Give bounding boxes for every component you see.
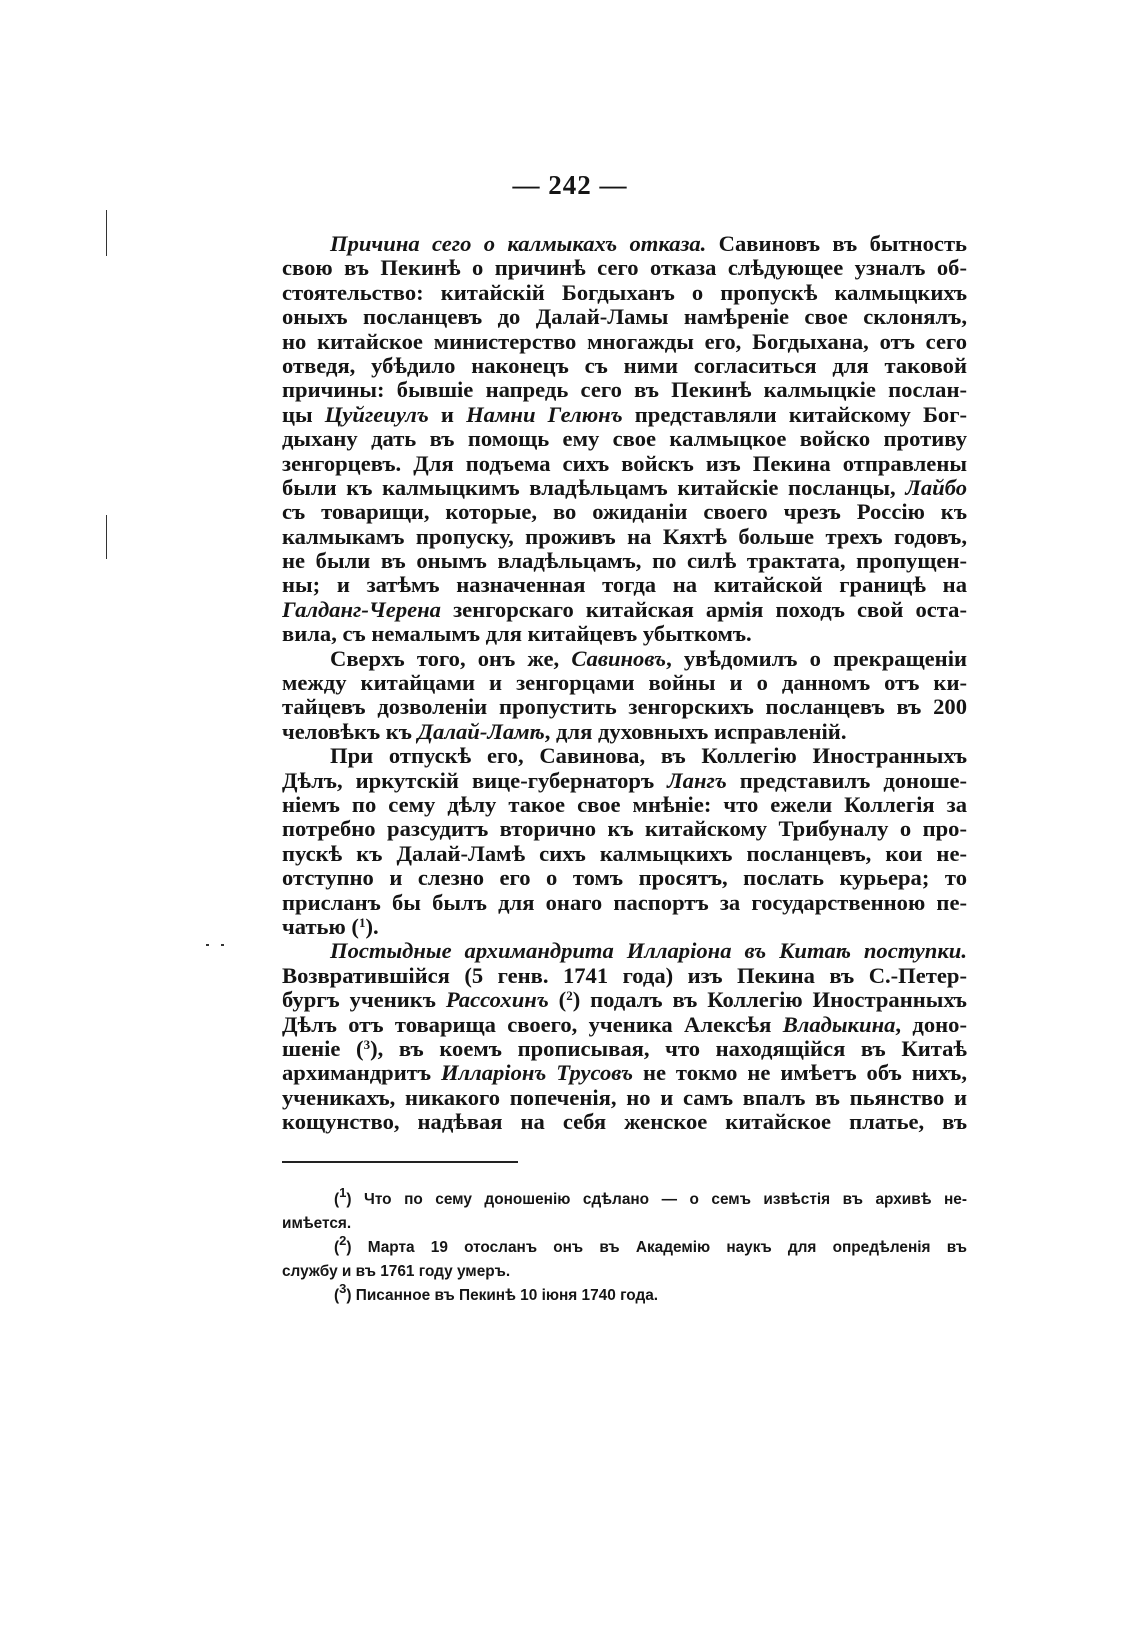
text-line — [282, 622, 967, 646]
text-line — [282, 1037, 967, 1061]
footnote-line — [282, 1284, 967, 1308]
text-run: бургъ ученикъ — [282, 988, 446, 1013]
footnote-text: службу и въ 1761 году умеръ. — [282, 1263, 511, 1280]
footnote-divider — [282, 1161, 518, 1163]
text-run: отступно и слезно его о томъ просятъ, послать курьера; то — [282, 866, 967, 891]
text-run: были къ калмыцкимъ владѣльцамъ китайскіе посланцы, — [282, 475, 906, 500]
text-run: , доно- — [895, 1012, 967, 1037]
text-run: ны; и затѣмъ назначенная тогда на китайской границѣ на — [282, 573, 967, 598]
footnote-paren: ) — [346, 1191, 365, 1208]
text-line — [282, 793, 967, 817]
text-line — [282, 744, 967, 768]
text-line — [282, 1110, 967, 1134]
text-run: зенгорскаго китайская армія походъ свой оста- — [440, 597, 967, 622]
text-run: дыхану дать въ помощь ему свое калмыцкое войско противу — [282, 427, 967, 452]
text-run: тайцевъ дозволеніи пропустить зенгорскихъ посланцевъ въ 200 — [282, 695, 967, 720]
text-run: потребно разсудитъ вторично къ китайскому Трибуналу о про- — [282, 817, 967, 842]
text-run: Возвратившійся (5 генв. 1741 года) изъ Пекина въ С.-Петер- — [282, 963, 967, 988]
text-line — [282, 769, 967, 793]
text-run: зенгорцевъ. Для подъема сихъ войскъ изъ Пекина отправлены — [282, 451, 967, 476]
text-run: стоятельство: китайскій Богдыханъ о пропускѣ калмыцкихъ — [282, 280, 967, 305]
text-line — [282, 720, 967, 744]
text-line — [282, 988, 967, 1012]
footnotes — [282, 1188, 967, 1308]
text-line — [282, 1061, 967, 1085]
text-run: Дѣлъ отъ товарища своего, ученика Алексѣя — [282, 1012, 783, 1037]
footnote-mark: 2 — [339, 1236, 347, 1248]
text-run: Савиновъ въ бытность — [706, 232, 967, 256]
page-number: — 242 — — [512, 170, 628, 200]
text-run: ( — [548, 988, 567, 1013]
italic-name: Владыкина — [782, 1012, 896, 1037]
text-line — [282, 232, 967, 256]
text-run: ). — [365, 914, 379, 939]
footnote-text: Писанное въ Пекинѣ 10 іюня 1740 года. — [355, 1287, 659, 1304]
text-line — [282, 378, 967, 402]
text-run: Сверхъ того, онъ же, — [330, 646, 572, 671]
text-run: пускѣ къ Далай-Ламѣ сихъ калмыцкихъ посланцевъ, кои не- — [282, 841, 967, 866]
text-run: цы — [282, 402, 325, 427]
scan-mark — [221, 944, 224, 946]
text-run: причины: бывшіе напредь сего въ Пекинѣ калмыцкіе послан- — [282, 378, 967, 403]
text-run: кощунство, надѣвая на себя женское китайское платье, въ — [282, 1110, 967, 1135]
text-run: присланъ бы былъ для онаго паспортъ за государственною пе- — [282, 890, 967, 915]
text-line — [282, 647, 967, 671]
italic-name: Лайбо — [905, 475, 967, 500]
footnote-mark: 3 — [339, 1284, 347, 1296]
footnote-text: Что по сему доношенію сдѣлано — о семъ извѣстія въ архивѣ не- — [364, 1191, 967, 1208]
footnote-ref: 1 — [358, 914, 366, 930]
text-run: архимандритъ — [282, 1061, 441, 1086]
text-line — [282, 476, 967, 500]
scan-mark — [106, 210, 107, 256]
text-run: , для духовныхъ исправленій. — [544, 719, 847, 744]
italic-name: Илларіонъ Трусовъ — [440, 1061, 633, 1086]
text-run: представляли китайскому Бог- — [622, 402, 967, 427]
text-line — [282, 500, 967, 524]
text-line — [282, 281, 967, 305]
scan-mark — [206, 944, 209, 946]
footnote-paren: ) — [346, 1239, 368, 1256]
text-line — [282, 671, 967, 695]
text-line — [282, 866, 967, 890]
text-line — [282, 403, 967, 427]
text-run: но китайское министерство многажды его, Богдыхана, отъ сего — [282, 329, 967, 354]
text-line — [282, 939, 967, 963]
text-run: чатью ( — [282, 914, 359, 939]
footnote-line — [282, 1260, 967, 1284]
italic-name: Лангъ — [667, 768, 727, 793]
text-line — [282, 695, 967, 719]
paragraph-2 — [282, 647, 967, 745]
text-line — [282, 452, 967, 476]
text-run: представилъ доноше- — [726, 768, 967, 793]
italic-name: Далай-Ламѣ — [417, 719, 545, 744]
text-run: не токмо не имѣетъ объ нихъ, — [633, 1061, 967, 1086]
footnote-line — [282, 1188, 967, 1212]
paragraph-heading: Причина сего о калмыкахъ отказа. — [330, 232, 707, 256]
text-run: шеніе ( — [282, 1036, 364, 1061]
italic-name: Намни Гелюнъ — [466, 402, 623, 427]
paragraph-1 — [282, 232, 967, 647]
text-line — [282, 549, 967, 573]
text-run: При отпускѣ его, Савинова, въ Коллегію Иностранныхъ — [330, 744, 967, 769]
italic-name: Постыдные архимандрита Илларіона въ Китаѣ поступки. — [330, 939, 967, 964]
text-run: Дѣлъ, иркутскій вице-губернаторъ — [282, 768, 668, 793]
text-run: ученикахъ, никакого попеченія, но и самъ впалъ въ пьянство и — [282, 1085, 967, 1110]
footnote-ref: 3 — [363, 1036, 371, 1052]
text-line — [282, 915, 967, 939]
text-run: человѣкъ къ — [282, 719, 418, 744]
footnote-paren: ( — [334, 1287, 340, 1304]
text-line — [282, 330, 967, 354]
text-line — [282, 305, 967, 329]
text-run: оныхъ посланцевъ до Далай-Ламы намѣреніе свое склонялъ, — [282, 305, 967, 330]
footnote-ref: 2 — [566, 988, 573, 1004]
text-run: калмыкамъ пропуску, проживъ на Кяхтѣ больше трехъ годовъ, — [282, 524, 967, 549]
footnote-line — [282, 1212, 967, 1236]
italic-name: Цуйгеиулъ — [324, 402, 429, 427]
text-line — [282, 964, 967, 988]
text-line — [282, 354, 967, 378]
footnote-paren: ( — [334, 1239, 340, 1256]
text-line — [282, 1086, 967, 1110]
text-line — [282, 427, 967, 451]
text-run: ) подалъ въ Коллегію Иностранныхъ — [572, 988, 967, 1013]
text-run: не были въ онымъ владѣльцамъ, по силѣ трактата, пропущен- — [282, 549, 967, 574]
text-run: съ товарищи, которые, во ожиданіи своего чрезъ Россію къ — [282, 500, 967, 525]
text-run: вила, съ немалымъ для китайцевъ убыткомъ. — [282, 622, 752, 647]
text-line — [282, 598, 967, 622]
main-text — [282, 232, 967, 1134]
text-line — [282, 1013, 967, 1037]
footnote-text: имѣется. — [282, 1215, 352, 1232]
paragraph-4 — [282, 939, 967, 1134]
text-run: ніемъ по сему дѣлу такое свое мнѣніе: что ежели Коллегія за — [282, 792, 967, 817]
text-run: и — [428, 402, 467, 427]
text-run: отведя, убѣдило наконецъ съ ними согласиться для таковой — [282, 353, 967, 378]
scan-mark — [106, 515, 107, 559]
footnote-mark: 1 — [339, 1188, 347, 1200]
footnote-line — [282, 1236, 967, 1260]
text-run: ), въ коемъ прописывая, что находящійся въ Китаѣ — [370, 1036, 967, 1061]
footnote-text: Марта 19 отосланъ онъ въ Академію наукъ для опредѣленія въ — [367, 1239, 967, 1256]
text-line — [282, 817, 967, 841]
text-line — [282, 842, 967, 866]
text-line — [282, 573, 967, 597]
italic-name: Рассохинъ — [445, 988, 549, 1013]
text-run: свою въ Пекинѣ о причинѣ сего отказа слѣдующее узналъ об- — [282, 256, 967, 281]
italic-name: Галданг-Черена — [282, 597, 441, 622]
text-run: , увѣдомилъ о прекращеніи — [666, 646, 967, 671]
text-line — [282, 891, 967, 915]
footnote-paren: ( — [334, 1191, 340, 1208]
paragraph-3 — [282, 744, 967, 939]
text-line — [282, 525, 967, 549]
text-line — [282, 256, 967, 280]
italic-name: Савиновъ — [571, 646, 667, 671]
text-run: между китайцами и зенгорцами войны и о данномъ отъ ки- — [282, 671, 967, 696]
footnote-paren: ) — [346, 1287, 356, 1304]
